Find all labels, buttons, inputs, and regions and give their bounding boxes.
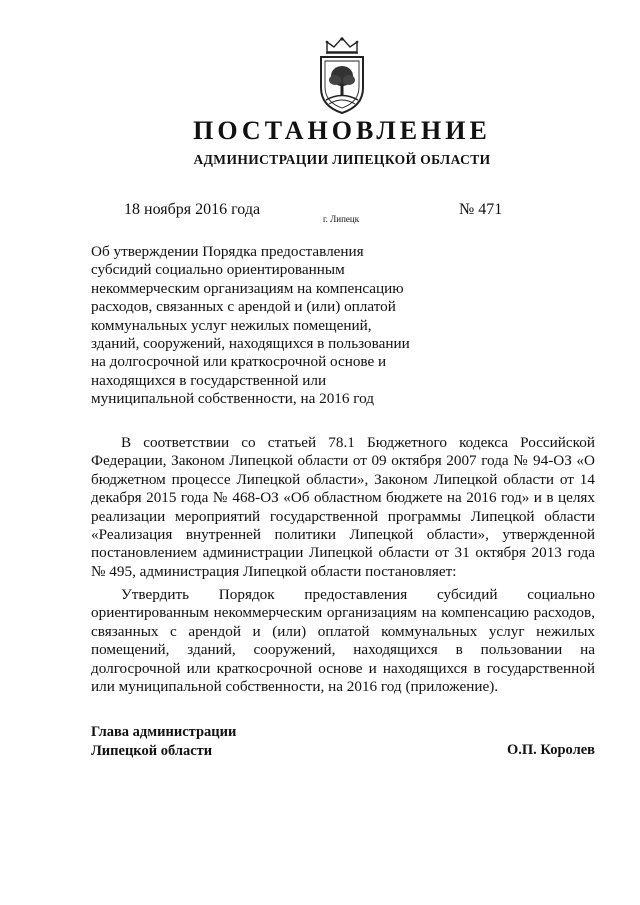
- signature-title: [91, 723, 236, 761]
- document-date: 18 ноября 2016 года: [124, 201, 261, 218]
- signature-name: О.П. Королев: [507, 742, 595, 758]
- document-number: № 471: [459, 201, 503, 218]
- signature-line-1: Глава администрации: [91, 724, 237, 740]
- document-city: г. Липецк: [323, 214, 360, 224]
- document-subtitle: АДМИНИСТРАЦИИ ЛИПЕЦКОЙ ОБЛАСТИ: [193, 152, 491, 167]
- coat-of-arms-icon: [311, 36, 373, 116]
- document-heading: Об утверждении Порядка предоставления субсидий социально ориентированным некоммерческим организациям на компенсацию расходов, связанных с арендой и (или) оплатой коммунальных услуг нежилых помещений, зданий, сооружений, находящихся в пользовании на долгосрочной или краткосрочной основе и находящихся в государственной или муниципальной собственности, на 2016 год: [91, 243, 410, 408]
- document-title: ПОСТАНОВЛЕНИЕ: [193, 116, 491, 145]
- signature-line-2: Липецкой области: [91, 743, 213, 759]
- body-paragraph-2: Утвердить Порядок предоставления субсидий социально ориентированным некоммерческим организациям на компенсацию расходов, связанных с арендой и (или) оплатой коммунальных услуг нежилых помещений, зданий, сооружений, находящихся в пользовании на долгосрочной или краткосрочной основе и находящихся в государственной или муниципальной собственности, на 2016 год (приложение).: [91, 586, 595, 696]
- body-paragraph-1: В соответствии со статьей 78.1 Бюджетного кодекса Российской Федерации, Законом Липецкой области от 09 октября 2007 года № 94-ОЗ «О бюджетном процессе Липецкой области», Законом Липецкой области от 14 декабря 2015 года № 468-ОЗ «Об областном бюджете на 2016 год» и в целях реализации мероприятий государственной программы Липецкой области «Реализация внутренней политики Липецкой области», утвержденной постановлением администрации Липецкой области от 31 октября 2013 года № 495, администрация Липецкой области постановляет:: [91, 434, 595, 580]
